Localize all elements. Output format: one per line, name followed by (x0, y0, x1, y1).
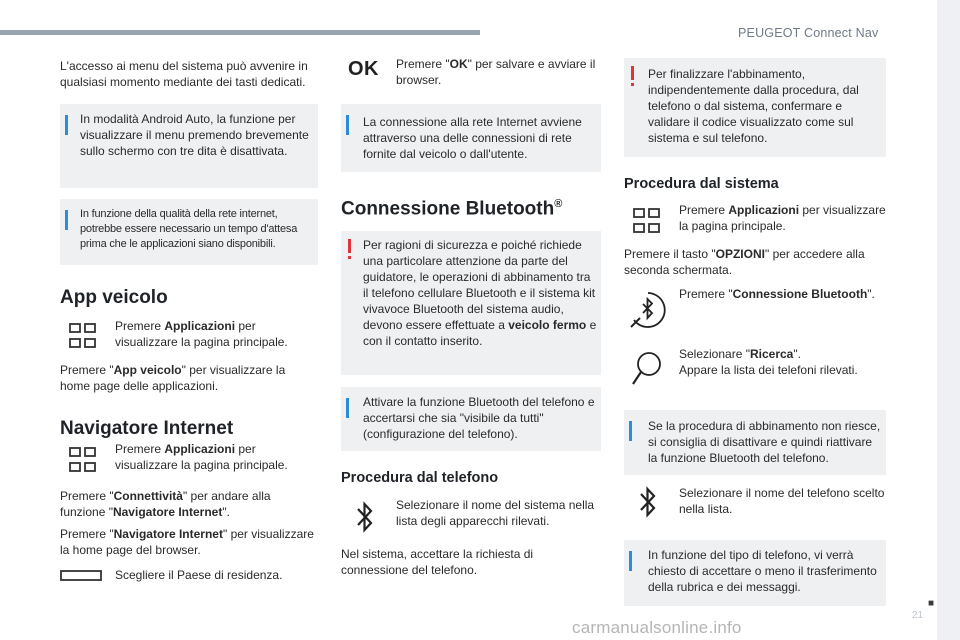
section-title-bluetooth: Connessione Bluetooth® (341, 198, 563, 220)
app-veicolo-step2: Premere "App veicolo" per visualizzare la home page delle applicazioni. (60, 363, 286, 393)
info-text: La connessione alla rete Internet avviene attraverso una delle connessioni di rete fornite dal veicolo o dall'utente. (363, 115, 582, 161)
warning-text: Per ragioni di sicurezza e poiché richiede una particolare attenzione da parte del guidatore, le operazioni di abbinamento tra il telefono cellulare Bluetooth e il sistema kit vivavoce Bluetooth del sistema audio, devono essere effettuate a veicolo fermo e con il contatto inserito. (363, 238, 597, 348)
system-step4: Selezionare "Ricerca". Appare la lista dei telefoni rilevati. (679, 347, 858, 377)
system-step5: Selezionare il nome del telefono scelto nella lista. (679, 486, 885, 516)
page-number: 21 (912, 610, 924, 621)
section-title-navigatore: Navigatore Internet (60, 418, 234, 439)
watermark: carmanualsonline.info (572, 618, 742, 637)
navigatore-step3: Premere "Navigatore Internet" per visualizzare la home page del browser. (60, 527, 314, 557)
phone-step1: Selezionare il nome del sistema nella lista degli apparecchi rilevati. (396, 498, 595, 528)
info-text: In funzione del tipo di telefono, vi verrà chiesto di accettare o meno il trasferimento della rubrica e dei messaggi. (648, 548, 877, 594)
info-icon (65, 210, 68, 230)
text-field-icon (60, 570, 102, 582)
system-step1: Premere Applicazioni per visualizzare la pagina principale. (679, 203, 886, 233)
app-veicolo-step1: Premere Applicazioni per visualizzare la pagina principale. (115, 319, 288, 349)
info-box-android-auto (60, 104, 318, 188)
ok-step: Premere "OK" per salvare e avviare il browser. (396, 57, 596, 87)
page-edge-strip (937, 0, 960, 640)
header-title: PEUGEOT Connect Nav (738, 26, 879, 40)
info-text: In funzione della qualità della rete internet, potrebbe essere necessario un tempo d'attesa prima che le applicazioni siano disponibili. (80, 208, 298, 250)
info-box-phone-type (624, 540, 886, 606)
navigatore-step4: Scegliere il Paese di residenza. (115, 568, 283, 582)
section-title-app-veicolo: App veicolo (60, 287, 168, 308)
intro-text: L'accesso ai menu del sistema può avvenire in qualsiasi momento mediante dei tasti dedicati. (60, 59, 308, 89)
info-box-connection (341, 104, 601, 172)
warning-icon (348, 239, 351, 259)
section-title-phone-procedure: Procedura dal telefono (341, 470, 499, 486)
ok-key-icon: OK (348, 58, 379, 80)
info-text: Attivare la funzione Bluetooth del telefono e accertarsi che sia "visibile da tutti" (configurazione del telefono). (363, 395, 595, 441)
navigatore-step1: Premere Applicazioni per visualizzare la pagina principale. (115, 442, 288, 472)
page-end-marker: ■ (928, 598, 935, 609)
apps-grid-icon (69, 447, 97, 473)
system-step2: Premere il tasto "OPZIONI" per accedere alla seconda schermata. (624, 247, 865, 277)
header-rule (0, 30, 480, 35)
info-icon (346, 398, 349, 418)
bluetooth-settings-icon (628, 290, 668, 330)
warning-icon (631, 66, 634, 86)
info-box-retry (624, 410, 886, 475)
info-icon (346, 115, 349, 135)
bluetooth-icon (638, 485, 658, 519)
section-title-system-procedure: Procedura dal sistema (624, 176, 779, 192)
warning-box-finalize (624, 58, 886, 157)
warning-text: Per finalizzare l'abbinamento, indipendentemente dalla procedura, dal telefono o dal sistema, confermare e validare il codice visualizzato come sul sistema e sul telefono. (648, 67, 859, 145)
apps-grid-icon (633, 208, 661, 234)
navigatore-step2: Premere "Connettività" per andare alla funzione "Navigatore Internet". (60, 489, 271, 519)
info-box-network (60, 199, 318, 265)
info-icon (629, 421, 632, 441)
phone-step2: Nel sistema, accettare la richiesta di connessione del telefono. (341, 547, 534, 577)
info-text: In modalità Android Auto, la funzione per visualizzare il menu premendo brevemente sullo schermo con tre dita è disattivata. (80, 112, 309, 158)
info-icon (629, 551, 632, 571)
info-box-activate (341, 387, 601, 451)
info-icon (65, 115, 68, 135)
info-text: Se la procedura di abbinamento non riesce, si consiglia di disattivare e quindi riattivare la funzione Bluetooth del telefono. (648, 419, 881, 465)
warning-box-safety (341, 231, 601, 375)
bluetooth-icon (355, 500, 375, 534)
system-step3: Premere "Connessione Bluetooth". (679, 287, 875, 301)
apps-grid-icon (69, 323, 97, 349)
search-icon (630, 350, 664, 388)
